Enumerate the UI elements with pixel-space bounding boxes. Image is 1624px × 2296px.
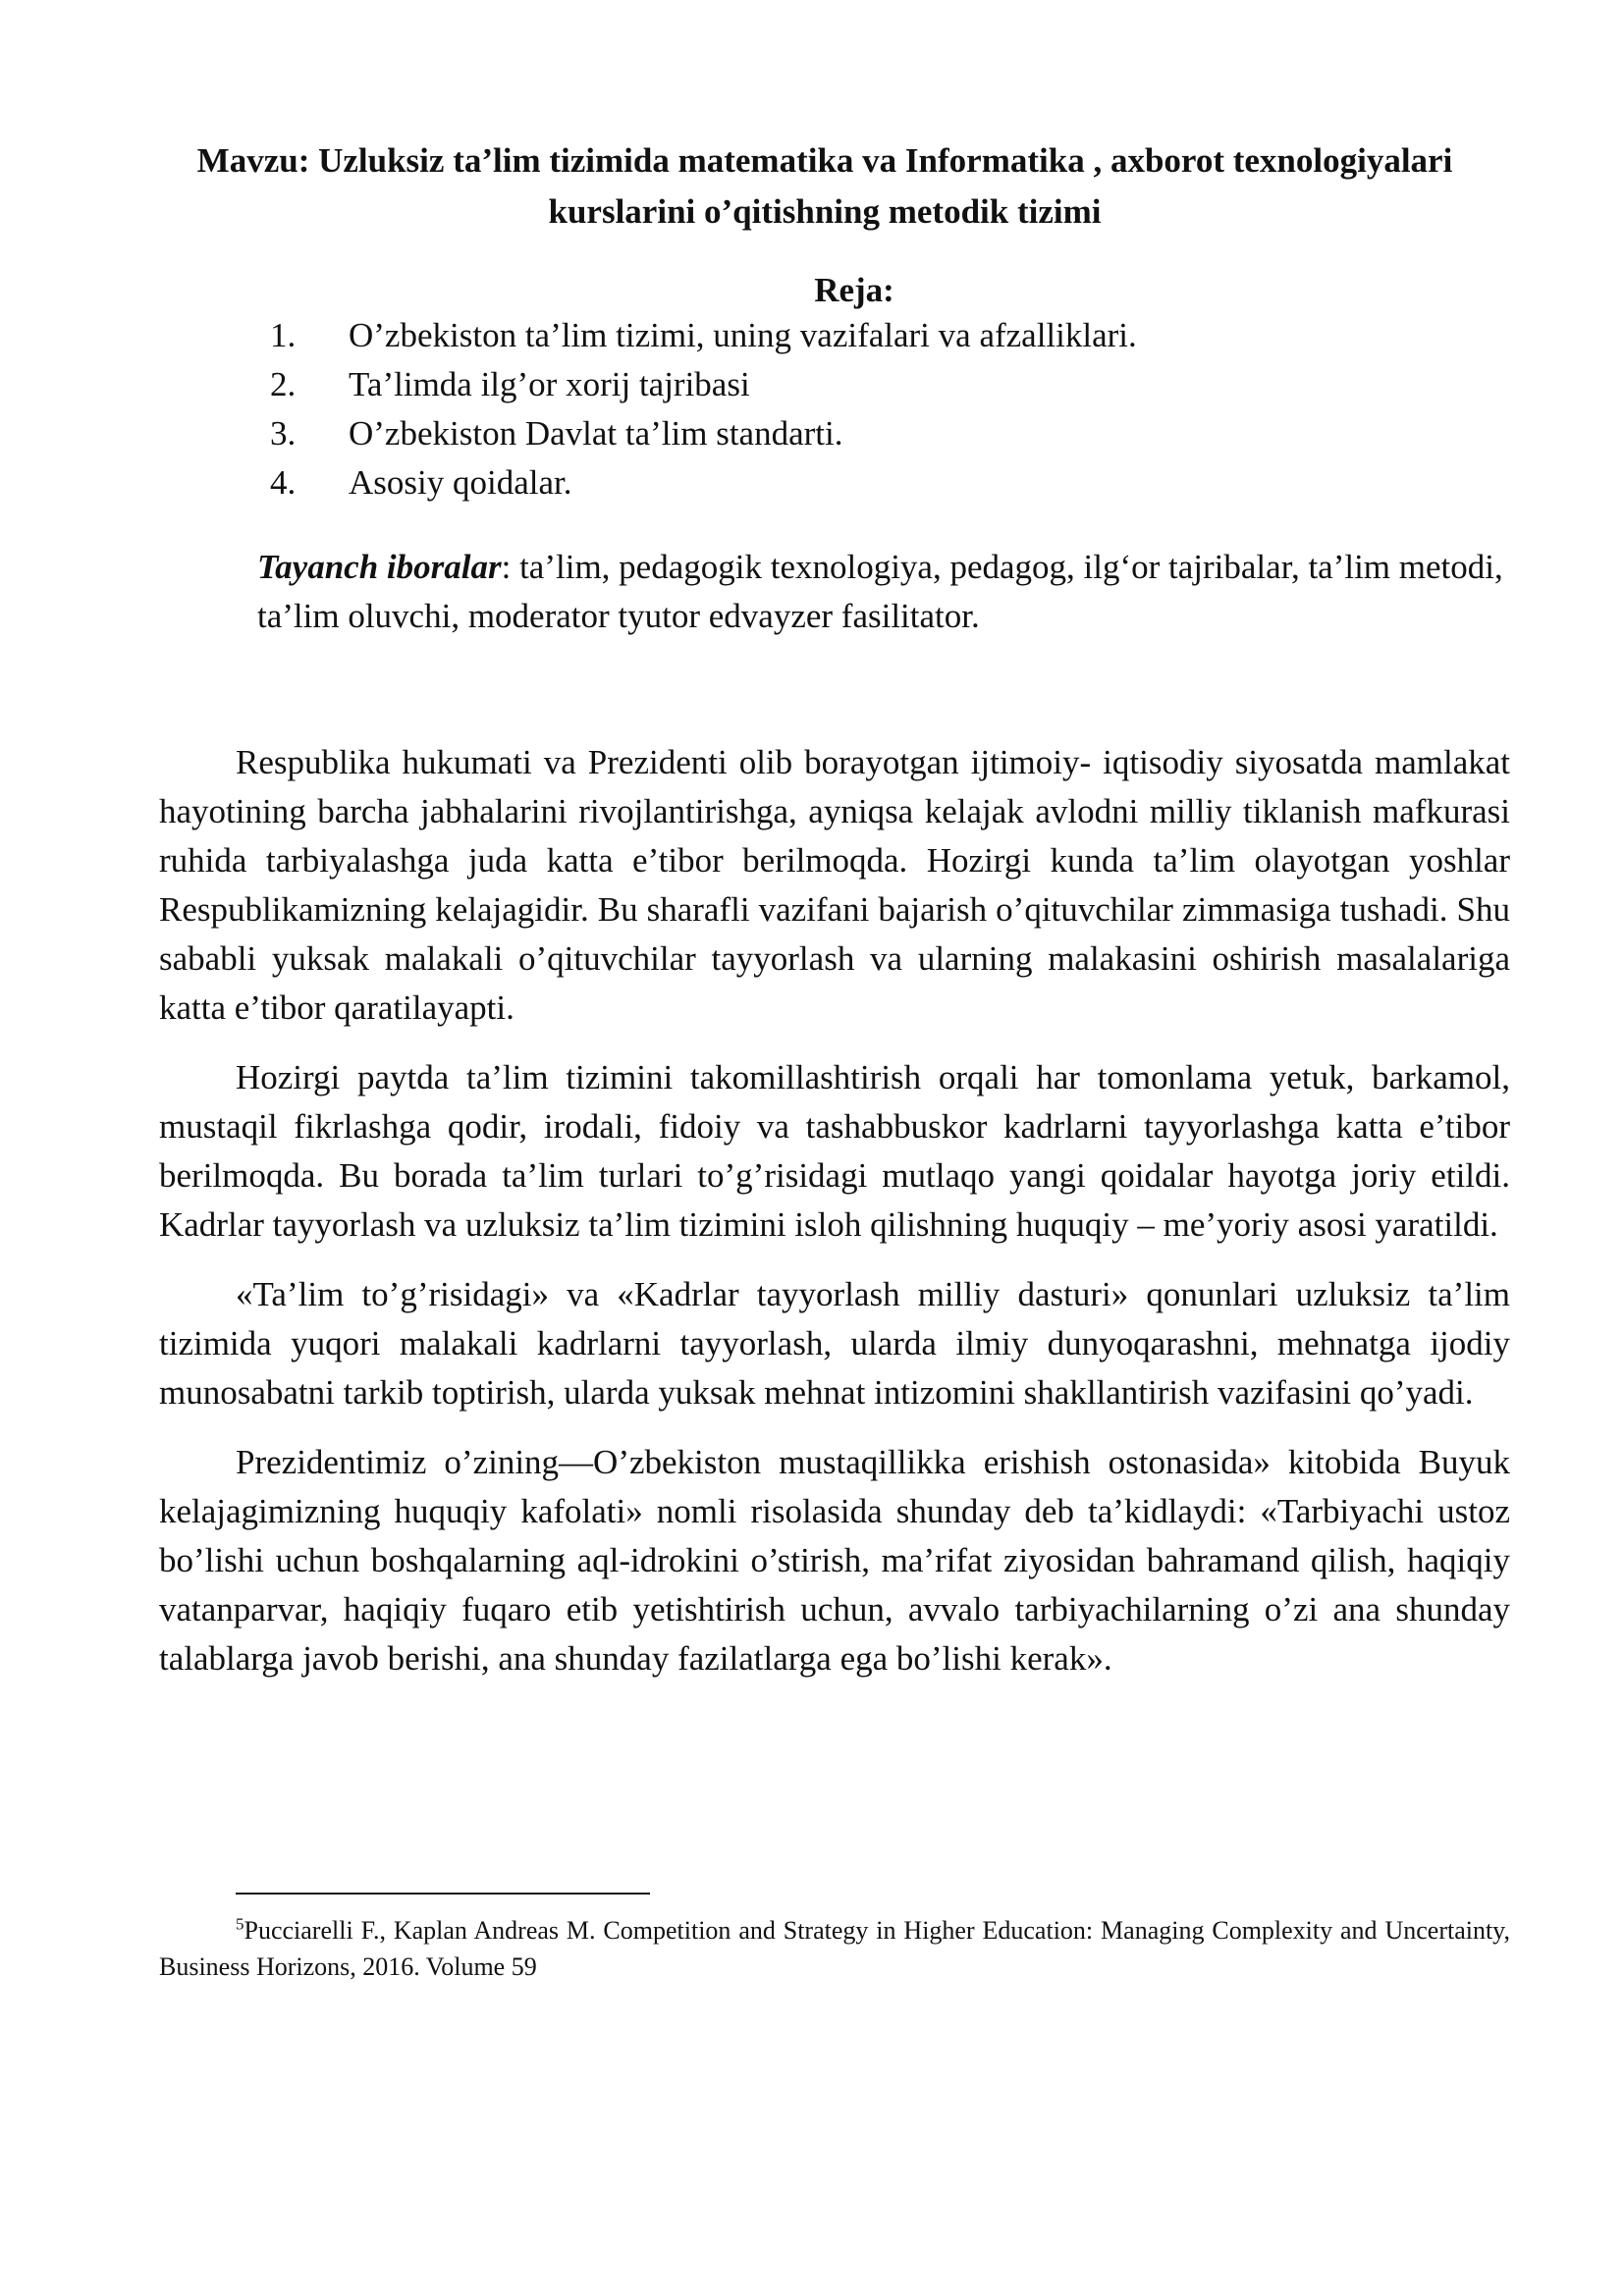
plan-list bbox=[270, 311, 1137, 507]
footnote-text: Pucciarelli F., Kaplan Andreas M. Competition and Strategy in Higher Education: Managing Complexity and Uncertainty, Business Horizons, 2016. Volume 59 bbox=[159, 1916, 1510, 1981]
body-paragraph: Respublika hukumati va Prezidenti olib borayotgan ijtimoiy- iqtisodiy siyosatda mamlakat hayotining barcha jabhalarini rivojlantirishga, ayniqsa kelajak avlodni milliy tiklanish mafkurasi ruhida tarbiyalashga juda katta e’tibor berilmoqda. Hozirgi kunda ta’lim olayotgan yoshlar Respublikamizning kelajagidir. Bu sharafli vazifani bajarish o’qituvchilar zimmasiga tushadi. Shu sababli yuksak malakali o’qituvchilar tayyorlash va ularning malakasini oshirish masalalariga katta e’tibor qaratilayapti. bbox=[159, 743, 1510, 1027]
plan-item-number: 4. bbox=[270, 463, 297, 502]
plan-heading: Reja: bbox=[814, 271, 894, 309]
plan-item-text: Ta’limda ilg’or xorij tajribasi bbox=[349, 365, 750, 403]
body-paragraph: Hozirgi paytda ta’lim tizimini takomillashtirish orqali har tomonlama yetuk, barkamol, mustaqil fikrlashga qodir, irodali, fidoiy va tashabbuskor kadrlarni tayyorlashga katta e’tibor berilmoqda. Bu borada ta’lim turlari to’g’risidagi mutlaqo yangi qoidalar hayotga joriy etildi. Kadrlar tayyorlash va uzluksiz ta’lim tizimini isloh qilishning huquqiy – me’yoriy asosi yaratildi. bbox=[159, 1058, 1510, 1244]
body-paragraph: Prezidentimiz o’zining―O’zbekiston mustaqillikka erishish ostonasida» kitobida Buyuk kelajagimizning huquqiy kafolati» nomli risolasida shunday deb ta’kidlaydi: «Tarbiyachi ustoz bo’lishi uchun boshqalarning aql-idrokini o’stirish, ma’rifat ziyosidan bahramand qilish, haqiqiy vatanparvar, haqiqiy fuqaro etib yetishtirish uchun, avvalo tarbiyachilarning o’zi ana shunday talablarga javob berishi, ana shunday fazilatlarga ega bo’lishi kerak». bbox=[159, 1443, 1510, 1678]
plan-item-text: Asosiy qoidalar. bbox=[349, 463, 572, 502]
plan-item-number: 1. bbox=[270, 316, 297, 354]
body-paragraph: «Ta’lim to’g’risidagi» va «Kadrlar tayyorlash milliy dasturi» qonunlari uzluksiz ta’lim tizimida yuqori malakali kadrlarni tayyorlash, ularda ilmiy dunyoqarashni, mehnatga ijodiy munosabatni tarkib toptirish, ularda yuksak mehnat intizomini shakllantirish vazifasini qo’yadi. bbox=[159, 1275, 1510, 1412]
plan-item bbox=[270, 360, 1137, 409]
plan-item bbox=[270, 409, 1137, 458]
keywords-label: Tayanch iboralar bbox=[257, 548, 502, 586]
plan-item bbox=[270, 311, 1137, 360]
footnote-divider bbox=[236, 1893, 650, 1895]
plan-item-number: 3. bbox=[270, 414, 297, 453]
keywords-block bbox=[257, 543, 1534, 641]
plan-item-text: O’zbekiston ta’lim tizimi, uning vazifalari va afzalliklari. bbox=[349, 316, 1137, 354]
footnote-marker: 5 bbox=[236, 1914, 244, 1934]
body-text bbox=[159, 738, 1510, 1704]
footnote bbox=[159, 1912, 1510, 1985]
plan-item-number: 2. bbox=[270, 365, 297, 403]
plan-item bbox=[270, 458, 1137, 507]
document-title: Mavzu: Uzluksiz ta’lim tizimida matematika va Informatika , axborot texnologiyalari kurslarini o’qitishning metodik tizimi bbox=[196, 141, 1453, 231]
keywords-text: : ta’lim, pedagogik texnologiya, pedagog, ilg‘or tajribalar, ta’lim metodi, ta’lim oluvchi, moderator tyutor edvayzer fasilitator. bbox=[257, 548, 1503, 635]
plan-item-text: O’zbekiston Davlat ta’lim standarti. bbox=[349, 414, 843, 453]
